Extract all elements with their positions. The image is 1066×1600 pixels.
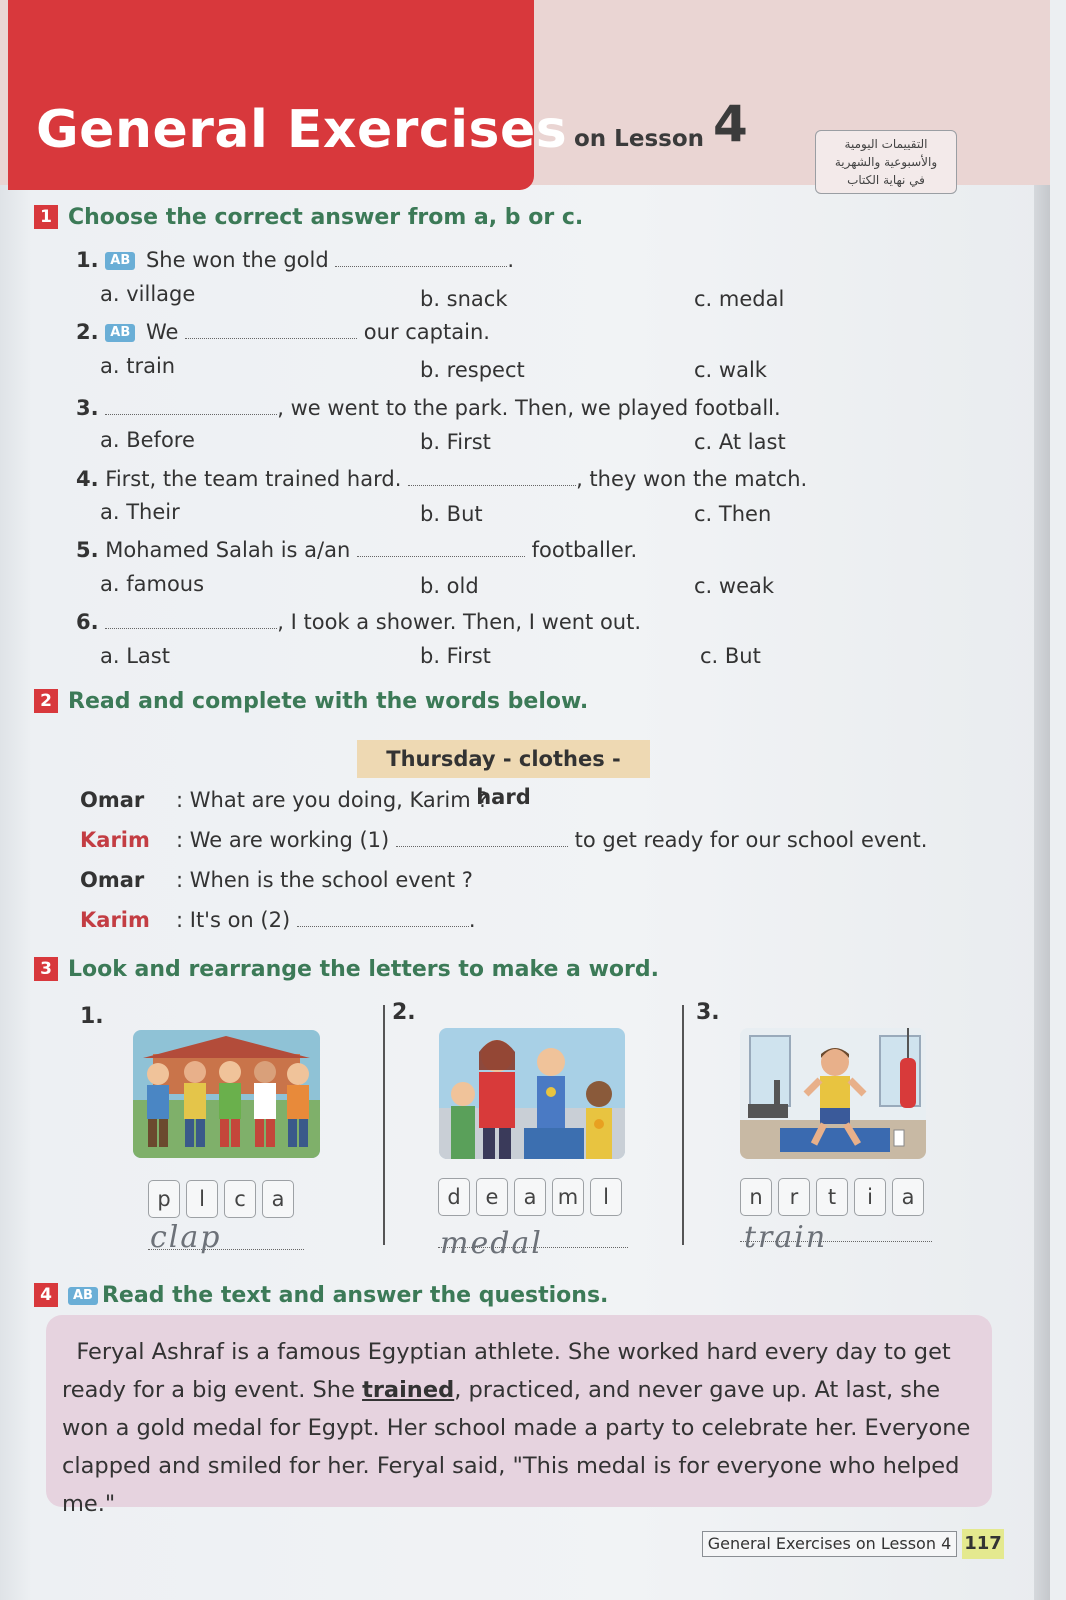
dialogue-line-2 — [80, 828, 927, 852]
question-4-number: 4. — [76, 467, 99, 491]
medal-ceremony-icon — [439, 1028, 625, 1159]
section-1-number: 1 — [34, 205, 58, 229]
letter-tile[interactable]: l — [186, 1180, 218, 1218]
item-2-number: 2. — [392, 1000, 416, 1025]
dialogue-line-4-text: : It's on (2) — [176, 908, 291, 932]
ab-badge: AB — [68, 1287, 98, 1305]
letter-tile[interactable]: d — [438, 1178, 470, 1216]
letter-tile[interactable]: e — [476, 1178, 508, 1216]
section-2-number: 2 — [34, 689, 58, 713]
section-3-number: 3 — [34, 957, 58, 981]
page-number: 117 — [962, 1529, 1004, 1559]
question-3-option-a[interactable]: a. Before — [100, 428, 195, 452]
dialogue-line-2-text: : We are working (1) — [176, 828, 390, 852]
question-2-text-before: We — [145, 320, 179, 344]
dialogue-line-4-text-after: . — [468, 908, 476, 932]
page-title: General Exercises — [36, 100, 568, 160]
section-4-number: 4 — [34, 1283, 58, 1307]
question-1-option-a[interactable]: a. village — [100, 282, 196, 306]
letter-tile[interactable]: a — [514, 1178, 546, 1216]
arabic-badge-line-2: والأسبوعية والشهرية — [834, 155, 938, 169]
item-3-number: 3. — [696, 1000, 720, 1025]
dialogue-line-1-text: : What are you doing, Karim ? — [176, 788, 489, 812]
question-1-text-after: . — [507, 248, 515, 272]
dialogue-line-1 — [80, 788, 489, 812]
gym-training-icon — [740, 1028, 926, 1159]
section-3-heading — [34, 957, 659, 982]
gym-training-illustration — [740, 1028, 926, 1159]
answer-blank[interactable] — [335, 265, 507, 267]
question-3-option-c[interactable]: c. At last — [694, 430, 786, 454]
speaker-karim: Karim — [80, 908, 150, 932]
header-title-block — [8, 0, 534, 190]
letter-tile[interactable]: n — [740, 1178, 772, 1216]
letter-tile[interactable]: r — [778, 1178, 810, 1216]
question-2-text-after: our captain. — [363, 320, 490, 344]
question-3 — [76, 396, 781, 420]
answer-blank[interactable] — [185, 337, 357, 339]
ab-badge: AB — [105, 324, 135, 342]
letter-tile[interactable]: i — [854, 1178, 886, 1216]
dialogue-line-2-text-after: to get ready for our school event. — [574, 828, 928, 852]
page-subtitle: on Lesson — [574, 126, 704, 152]
question-3-option-b[interactable]: b. First — [420, 430, 491, 454]
letter-tiles-1 — [148, 1180, 294, 1218]
page-edge — [1034, 0, 1050, 1600]
letter-tile[interactable]: a — [262, 1180, 294, 1218]
footer-label: General Exercises on Lesson 4 — [702, 1531, 957, 1557]
underlined-word: trained — [362, 1377, 455, 1403]
question-4-option-c[interactable]: c. Then — [694, 502, 772, 526]
dialogue-line-3-text: : When is the school event ? — [176, 868, 473, 892]
question-2 — [76, 320, 490, 344]
letter-tile[interactable]: t — [816, 1178, 848, 1216]
question-3-number: 3. — [76, 396, 99, 420]
letter-tiles-3 — [740, 1178, 924, 1216]
answer-blank-2[interactable] — [297, 925, 469, 927]
column-divider — [383, 1005, 385, 1245]
answer-blank[interactable] — [357, 555, 525, 557]
item-1-number: 1. — [80, 1004, 104, 1029]
question-5-option-b[interactable]: b. old — [420, 574, 479, 598]
handwritten-answer-3: train — [744, 1220, 828, 1255]
question-1-option-c[interactable]: c. medal — [694, 287, 785, 311]
ab-badge: AB — [105, 252, 135, 270]
question-4-option-b[interactable]: b. But — [420, 502, 483, 526]
question-6-option-b[interactable]: b. First — [420, 644, 491, 668]
lesson-number: 4 — [713, 95, 748, 153]
handwritten-answer-1: clap — [150, 1220, 222, 1255]
question-5-option-a[interactable]: a. famous — [100, 572, 205, 596]
section-4-title: Read the text and answer the questions. — [101, 1283, 609, 1308]
section-1-heading — [34, 205, 583, 230]
clapping-children-illustration — [133, 1030, 320, 1158]
question-2-option-b[interactable]: b. respect — [420, 358, 525, 382]
section-2-title: Read and complete with the words below. — [68, 689, 589, 714]
reading-text-part-2: , practiced, and never gave up. At last, she won a gold medal for Egypt. Her school made a party to celebrate her. Everyone clapped and smiled for her. Feryal said, "This medal is for everyone who helped me." — [62, 1377, 971, 1517]
speaker-omar: Omar — [80, 788, 145, 812]
clapping-children-icon — [133, 1030, 320, 1158]
dialogue-line-3 — [80, 868, 473, 892]
question-6-option-a[interactable]: a. Last — [100, 644, 170, 668]
question-5-text-before: Mohamed Salah is a/an — [105, 538, 351, 562]
medal-ceremony-illustration — [439, 1028, 625, 1159]
letter-tile[interactable]: p — [148, 1180, 180, 1218]
question-2-option-c[interactable]: c. walk — [694, 358, 767, 382]
letter-tile[interactable]: a — [892, 1178, 924, 1216]
answer-blank-1[interactable] — [396, 845, 568, 847]
question-3-text-after: , we went to the park. Then, we played football. — [277, 396, 781, 420]
question-1-text-before: She won the gold — [145, 248, 329, 272]
section-2-heading — [34, 689, 588, 714]
question-6-text-after: , I took a shower. Then, I went out. — [277, 610, 642, 634]
reading-text-part-1: Feryal Ashraf is a famous Egyptian athlete. She worked hard every day to get ready for a big event. She — [62, 1339, 951, 1403]
question-4-text-before: First, the team trained hard. — [105, 467, 402, 491]
letter-tile[interactable]: c — [224, 1180, 256, 1218]
question-5 — [76, 538, 637, 562]
letter-tile[interactable]: l — [590, 1178, 622, 1216]
answer-blank[interactable] — [408, 484, 576, 486]
answer-blank[interactable] — [105, 413, 277, 415]
speaker-omar: Omar — [80, 868, 145, 892]
letter-tiles-2 — [438, 1178, 622, 1216]
reading-passage — [46, 1315, 992, 1517]
section-1-title: Choose the correct answer from a, b or c. — [68, 205, 584, 230]
question-6-number: 6. — [76, 610, 99, 634]
section-4-heading — [34, 1283, 608, 1308]
question-5-text-after: footballer. — [531, 538, 638, 562]
speaker-karim: Karim — [80, 828, 150, 852]
dialogue-line-4 — [80, 908, 476, 932]
question-2-number: 2. — [76, 320, 99, 344]
question-5-number: 5. — [76, 538, 99, 562]
word-bank: Thursday - clothes - hard — [357, 740, 650, 778]
column-divider — [682, 1005, 684, 1245]
answer-blank[interactable] — [105, 627, 277, 629]
letter-tile[interactable]: m — [552, 1178, 584, 1216]
question-2-option-a[interactable]: a. train — [100, 354, 176, 378]
question-1 — [76, 248, 514, 272]
question-4-option-a[interactable]: a. Their — [100, 500, 180, 524]
question-6-option-c[interactable]: c. But — [700, 644, 761, 668]
question-6 — [76, 610, 641, 634]
question-5-option-c[interactable]: c. weak — [694, 574, 775, 598]
reading-text — [62, 1333, 978, 1523]
handwritten-answer-2: medal — [440, 1226, 543, 1261]
section-3-title: Look and rearrange the letters to make a word. — [68, 957, 659, 982]
question-1-option-b[interactable]: b. snack — [420, 287, 508, 311]
question-4 — [76, 467, 807, 491]
question-1-number: 1. — [76, 248, 99, 272]
question-4-text-after: , they won the match. — [576, 467, 808, 491]
arabic-badge-line-1: التقييمات اليومية — [844, 137, 928, 151]
arabic-assessment-badge — [815, 130, 957, 194]
arabic-badge-line-3: في نهاية الكتاب — [847, 173, 925, 187]
